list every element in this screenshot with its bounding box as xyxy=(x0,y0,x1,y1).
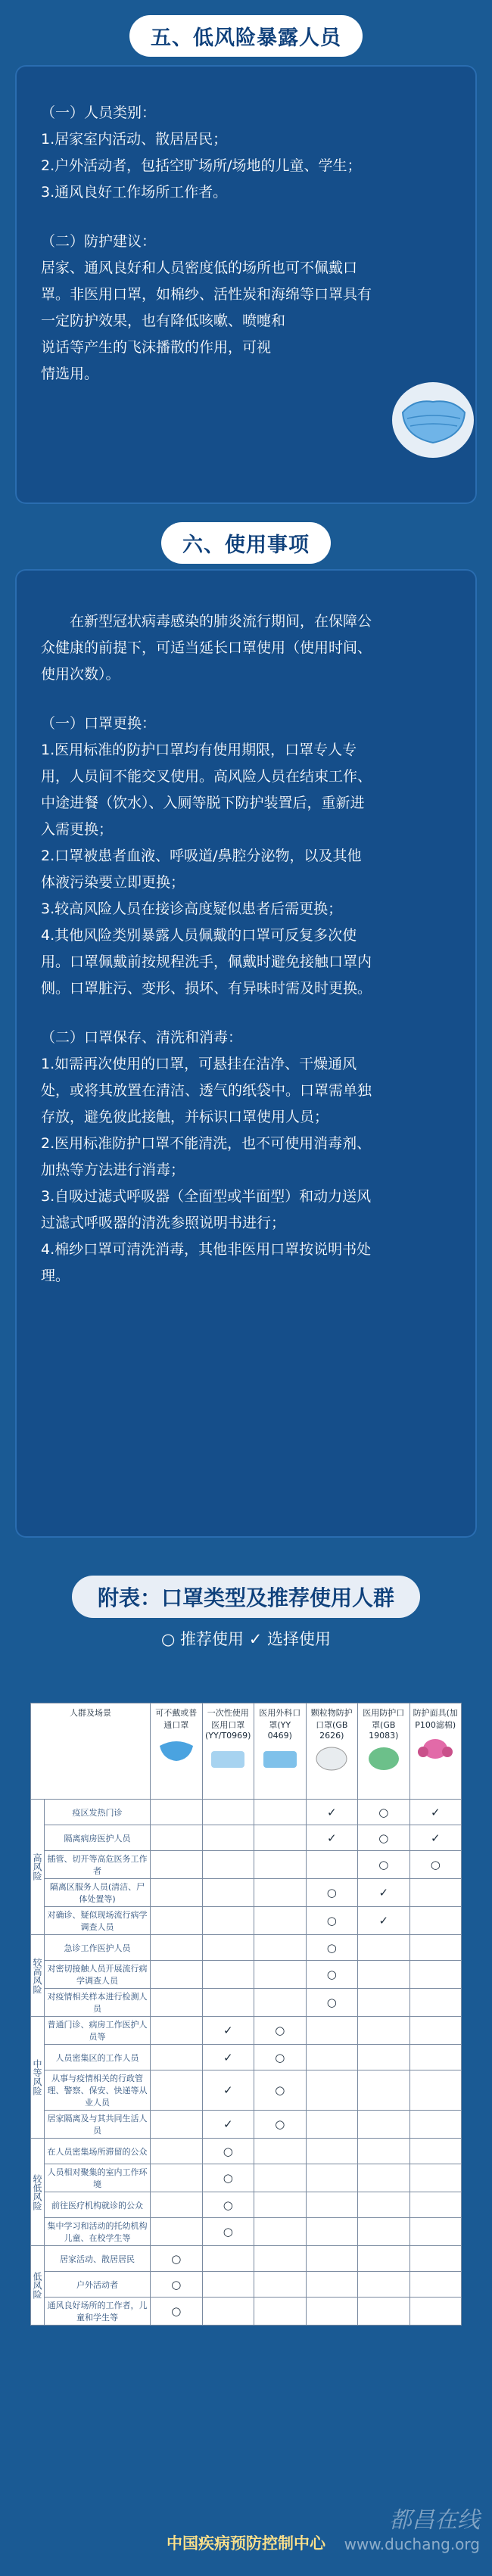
recommendation-mark: ○ xyxy=(306,1989,358,2017)
header-label: 颗粒物防护口罩(GB 2626) xyxy=(310,1708,353,1741)
recommendation-mark: ○ xyxy=(306,1907,358,1935)
table-row xyxy=(31,2272,462,2298)
scenario-label: 人员相对聚集的室内工作环境 xyxy=(45,2164,151,2192)
recommendation-mark xyxy=(202,2272,254,2298)
scenario-label: 普通门诊、病房工作医护人员等 xyxy=(45,2017,151,2045)
header-label: 防护面具(加P100滤棉) xyxy=(413,1708,458,1730)
header-cell xyxy=(409,1703,462,1800)
recommendation-mark xyxy=(409,2298,462,2326)
recommendation-mark xyxy=(358,1935,410,1961)
recommendation-mark: ✓ xyxy=(409,1800,462,1825)
recommendation-mark xyxy=(409,2111,462,2139)
personnel-item: 3.通风良好工作场所工作者。 xyxy=(41,184,228,201)
recommendation-mark: ✓ xyxy=(358,1907,410,1935)
scenario-label: 隔离病房医护人员 xyxy=(45,1825,151,1851)
recommendation-mark xyxy=(306,2246,358,2272)
recommendation-mark xyxy=(254,1989,307,2017)
recommendation-mark xyxy=(358,2139,410,2164)
risk-group-label: 较低风险 xyxy=(31,2139,45,2246)
advice-line: 情选用。 xyxy=(41,366,99,382)
recommendation-mark xyxy=(202,1989,254,2017)
table-row xyxy=(31,1907,462,1935)
personnel-item: 1.居家室内活动、散居居民； xyxy=(41,131,228,148)
mask-table-wrap xyxy=(30,1703,462,2326)
recommendation-mark: ○ xyxy=(202,2139,254,2164)
table-row xyxy=(31,1879,462,1907)
recommendation-mark xyxy=(409,2045,462,2070)
header-label: 可不戴或普通口罩 xyxy=(155,1708,198,1730)
risk-group-label: 较高风险 xyxy=(31,1935,45,2017)
recommendation-mark xyxy=(306,2139,358,2164)
recommendation-mark xyxy=(151,1907,203,1935)
recommendation-mark xyxy=(306,2045,358,2070)
recommendation-mark xyxy=(358,2192,410,2218)
mask-type-icon xyxy=(363,1745,405,1772)
recommendation-mark: ○ xyxy=(358,1800,410,1825)
advice-line: 罩。非医用口罩，如棉纱、活性炭和海绵等口罩具有 xyxy=(41,286,372,303)
storage-line: 过滤式呼吸器的清洗参照说明书进行； xyxy=(41,1215,286,1231)
table-row xyxy=(31,2164,462,2192)
recommendation-mark xyxy=(254,1851,307,1879)
recommendation-mark: ○ xyxy=(151,2272,203,2298)
replace-line: 侧。口罩脏污、变形、损坏、有异味时需及时更换。 xyxy=(41,980,372,997)
table-row xyxy=(31,1961,462,1989)
recommendation-mark xyxy=(306,2111,358,2139)
recommendation-mark xyxy=(151,1825,203,1851)
recommendation-mark xyxy=(202,1851,254,1879)
watermark: 都昌在线 xyxy=(389,2507,480,2534)
advice-line: 一定防护效果，也有降低咳嗽、喷嚏和 xyxy=(41,313,286,329)
table-row xyxy=(31,2218,462,2246)
scenario-label: 疫区发热门诊 xyxy=(45,1800,151,1825)
recommendation-mark xyxy=(151,1879,203,1907)
recommendation-mark xyxy=(151,2164,203,2192)
recommendation-mark xyxy=(151,2017,203,2045)
recommendation-mark xyxy=(151,2218,203,2246)
recommendation-mark xyxy=(151,2111,203,2139)
recommendation-mark: ○ xyxy=(254,2017,307,2045)
replace-line: 中途进餐（饮水）、入厕等脱下防护装置后，重新进 xyxy=(41,795,365,811)
recommendation-mark xyxy=(254,1907,307,1935)
recommendation-mark xyxy=(358,2298,410,2326)
recommendation-mark xyxy=(409,1961,462,1989)
scenario-label: 居家隔离及与其共同生活人员 xyxy=(45,2111,151,2139)
storage-line: 3.自吸过滤式呼吸器（全面型或半面型）和动力送风 xyxy=(41,1188,372,1205)
replace-line: 用，人员间不能交叉使用。高风险人员在结束工作、 xyxy=(41,768,372,785)
recommendation-mark xyxy=(358,2045,410,2070)
section5-title: 五、低风险暴露人员 xyxy=(129,15,363,57)
advice-line: 居家、通风良好和人员密度低的场所也可不佩戴口 xyxy=(41,260,358,276)
recommendation-mark xyxy=(409,1879,462,1907)
table-row xyxy=(31,2246,462,2272)
recommendation-mark xyxy=(254,2218,307,2246)
recommendation-mark: ○ xyxy=(306,1879,358,1907)
face-mask-image xyxy=(392,382,474,458)
recommendation-mark: ✓ xyxy=(306,1825,358,1851)
section6-title: 六、使用事项 xyxy=(161,522,331,564)
table-header-row xyxy=(31,1703,462,1800)
recommendation-mark xyxy=(358,2218,410,2246)
recommendation-mark xyxy=(409,2164,462,2192)
recommendation-mark: ○ xyxy=(306,1961,358,1989)
recommendation-mark xyxy=(358,2246,410,2272)
header-cell xyxy=(306,1703,358,1800)
appendix-title-wrap xyxy=(0,1576,492,1618)
header-cell: 人群及场景 xyxy=(31,1703,151,1800)
recommendation-mark xyxy=(358,1989,410,2017)
table-row xyxy=(31,1935,462,1961)
scenario-label: 人员密集区的工作人员 xyxy=(45,2045,151,2070)
recommendation-mark xyxy=(409,1989,462,2017)
table-row xyxy=(31,1800,462,1825)
recommendation-mark xyxy=(409,2139,462,2164)
recommendation-mark xyxy=(358,2111,410,2139)
intro-line: 使用次数）。 xyxy=(41,666,120,683)
personnel-item: 2.户外活动者，包括空旷场所/场地的儿童、学生； xyxy=(41,157,362,174)
recommendation-mark xyxy=(409,2192,462,2218)
recommendation-mark xyxy=(151,1935,203,1961)
personnel-heading: （一）人员类别： xyxy=(41,104,157,121)
recommendation-mark xyxy=(254,1800,307,1825)
recommendation-mark xyxy=(202,1825,254,1851)
table-row xyxy=(31,2070,462,2111)
recommendation-mark xyxy=(202,2298,254,2326)
storage-line: 4.棉纱口罩可清洗消毒，其他非医用口罩按说明书处 xyxy=(41,1241,372,1258)
recommendation-mark xyxy=(151,1961,203,1989)
recommendation-mark xyxy=(254,1961,307,1989)
header-cell xyxy=(151,1703,203,1800)
header-label: 一次性使用医用口罩(YY/T0969) xyxy=(205,1708,251,1741)
recommendation-mark xyxy=(151,1989,203,2017)
recommendation-mark xyxy=(151,1800,203,1825)
advice-heading: （二）防护建议： xyxy=(41,233,157,250)
recommendation-mark xyxy=(254,2298,307,2326)
recommendation-mark xyxy=(409,2070,462,2111)
scenario-label: 在人员密集场所滞留的公众 xyxy=(45,2139,151,2164)
recommendation-mark xyxy=(254,2164,307,2192)
scenario-label: 集中学习和活动的托幼机构儿童、在校学生等 xyxy=(45,2218,151,2246)
recommendation-mark xyxy=(202,1800,254,1825)
recommendation-mark: ✓ xyxy=(409,1825,462,1851)
recommendation-mark xyxy=(202,1961,254,1989)
replace-line: 入需更换； xyxy=(41,821,114,838)
recommendation-mark: ○ xyxy=(409,1851,462,1879)
recommendation-mark xyxy=(306,2192,358,2218)
mask-type-icon xyxy=(310,1745,353,1772)
risk-group-label: 中等风险 xyxy=(31,2017,45,2139)
footer-org: 中国疾病预防控制中心 xyxy=(167,2534,325,2553)
recommendation-mark: ○ xyxy=(151,2298,203,2326)
scenario-label: 急诊工作医护人员 xyxy=(45,1935,151,1961)
scenario-label: 通风良好场所的工作者，儿童和学生等 xyxy=(45,2298,151,2326)
recommendation-mark xyxy=(358,1961,410,1989)
recommendation-mark xyxy=(254,2192,307,2218)
table-row xyxy=(31,2192,462,2218)
header-cell xyxy=(202,1703,254,1800)
recommendation-mark xyxy=(306,2218,358,2246)
scenario-label: 对密切接触人员开展流行病学调查人员 xyxy=(45,1961,151,1989)
recommendation-mark xyxy=(151,2070,203,2111)
scenario-label: 户外活动者 xyxy=(45,2272,151,2298)
replace-line: 3.较高风险人员在接诊高度疑似患者后需更换； xyxy=(41,901,343,917)
recommendation-mark: ○ xyxy=(202,2192,254,2218)
table-row xyxy=(31,1989,462,2017)
recommendation-mark: ○ xyxy=(254,2070,307,2111)
replace-line: 用。口罩佩戴前按规程洗手，佩戴时避免接触口罩内 xyxy=(41,954,372,970)
header-label: 医用外科口罩(YY 0469) xyxy=(259,1708,301,1741)
recommendation-mark xyxy=(151,1851,203,1879)
replace-line: 1.医用标准的防护口罩均有使用期限，口罩专人专 xyxy=(41,742,357,758)
scenario-label: 从事与疫情相关的行政管理、警察、保安、快递等从业人员 xyxy=(45,2070,151,2111)
table-row xyxy=(31,1851,462,1879)
section6-card xyxy=(15,569,477,1538)
scenario-label: 前往医疗机构就诊的公众 xyxy=(45,2192,151,2218)
recommendation-mark: ✓ xyxy=(202,2070,254,2111)
recommendation-mark: ○ xyxy=(254,2045,307,2070)
table-row xyxy=(31,2017,462,2045)
table-row xyxy=(31,2139,462,2164)
replace-line: 2.口罩被患者血液、呼吸道/鼻腔分泌物，以及其他 xyxy=(41,848,362,864)
recommendation-mark xyxy=(306,1851,358,1879)
section5-title-wrap xyxy=(0,15,492,57)
table-row xyxy=(31,2045,462,2070)
mask-type-icon xyxy=(259,1745,301,1772)
mask-type-icon xyxy=(155,1735,198,1762)
mask-table xyxy=(30,1703,462,2326)
recommendation-mark: ○ xyxy=(202,2164,254,2192)
replace-heading: （一）口罩更换： xyxy=(41,715,157,732)
recommendation-mark xyxy=(306,2298,358,2326)
scenario-label: 隔离区服务人员(清洁、尸体处置等) xyxy=(45,1879,151,1907)
recommendation-mark xyxy=(358,2017,410,2045)
recommendation-mark: ○ xyxy=(151,2246,203,2272)
recommendation-mark xyxy=(409,2017,462,2045)
mask-type-icon xyxy=(207,1745,249,1772)
storage-line: 加热等方法进行消毒； xyxy=(41,1162,185,1178)
recommendation-mark xyxy=(254,1879,307,1907)
intro-line: 在新型冠状病毒感染的肺炎流行期间，在保障公 xyxy=(70,613,372,630)
section6-title-wrap xyxy=(0,522,492,564)
header-cell xyxy=(254,1703,307,1800)
replace-line: 4.其他风险类别暴露人员佩戴的口罩可反复多次使 xyxy=(41,927,357,944)
recommendation-mark xyxy=(306,2164,358,2192)
recommendation-mark xyxy=(306,2272,358,2298)
recommendation-mark: ○ xyxy=(358,1851,410,1879)
recommendation-mark xyxy=(202,1935,254,1961)
table-row xyxy=(31,2111,462,2139)
recommendation-mark xyxy=(409,1935,462,1961)
recommendation-mark xyxy=(254,2272,307,2298)
recommendation-mark: ○ xyxy=(306,1935,358,1961)
recommendation-mark xyxy=(202,1879,254,1907)
recommendation-mark: ✓ xyxy=(202,2045,254,2070)
recommendation-mark xyxy=(409,2218,462,2246)
mask-type-icon xyxy=(414,1735,456,1762)
advice-line: 说话等产生的飞沫播散的作用，可视 xyxy=(41,339,272,356)
recommendation-mark xyxy=(409,2246,462,2272)
scenario-label: 对疫情相关样本进行检测人员 xyxy=(45,1989,151,2017)
storage-heading: （二）口罩保存、清洗和消毒： xyxy=(41,1029,243,1046)
recommendation-mark: ○ xyxy=(358,1825,410,1851)
recommendation-mark xyxy=(358,2164,410,2192)
header-cell xyxy=(358,1703,410,1800)
risk-group-label: 高风险 xyxy=(31,1800,45,1935)
recommendation-mark: ✓ xyxy=(358,1879,410,1907)
recommendation-mark: ✓ xyxy=(202,2017,254,2045)
scenario-label: 对确诊、疑似现场流行病学调查人员 xyxy=(45,1907,151,1935)
recommendation-mark xyxy=(202,1907,254,1935)
recommendation-mark xyxy=(254,2246,307,2272)
watermark-url: www.duchang.org xyxy=(344,2535,480,2553)
storage-line: 2.医用标准防护口罩不能清洗，也不可使用消毒剂、 xyxy=(41,1135,372,1152)
risk-group-label: 低风险 xyxy=(31,2246,45,2326)
storage-line: 1.如需再次使用的口罩，可悬挂在洁净、干燥通风 xyxy=(41,1056,357,1072)
recommendation-mark: ✓ xyxy=(202,2111,254,2139)
appendix-legend: ○ 推荐使用 ✓ 选择使用 xyxy=(161,1630,331,1648)
recommendation-mark xyxy=(254,1825,307,1851)
intro-line: 众健康的前提下，可适当延长口罩使用（使用时间、 xyxy=(41,639,372,656)
recommendation-mark xyxy=(151,2192,203,2218)
storage-line: 存放，避免彼此接触，并标识口罩使用人员； xyxy=(41,1109,329,1125)
recommendation-mark xyxy=(306,2070,358,2111)
replace-line: 体液污染要立即更换； xyxy=(41,874,185,891)
recommendation-mark xyxy=(254,1935,307,1961)
recommendation-mark xyxy=(358,2272,410,2298)
recommendation-mark xyxy=(202,2246,254,2272)
recommendation-mark xyxy=(358,2070,410,2111)
header-label: 医用防护口罩(GB 19083) xyxy=(363,1708,405,1741)
recommendation-mark: ✓ xyxy=(306,1800,358,1825)
table-row xyxy=(31,2298,462,2326)
scenario-label: 插管、切开等高危医务工作者 xyxy=(45,1851,151,1879)
scenario-label: 居家活动、散居居民 xyxy=(45,2246,151,2272)
storage-line: 理。 xyxy=(41,1268,70,1284)
recommendation-mark xyxy=(151,2045,203,2070)
table-row xyxy=(31,1825,462,1851)
recommendation-mark: ○ xyxy=(254,2111,307,2139)
recommendation-mark: ○ xyxy=(202,2218,254,2246)
recommendation-mark xyxy=(254,2139,307,2164)
recommendation-mark xyxy=(306,2017,358,2045)
storage-line: 处，或将其放置在清洁、透气的纸袋中。口罩需单独 xyxy=(41,1082,372,1099)
appendix-title: 附表：口罩类型及推荐使用人群 xyxy=(72,1576,420,1618)
recommendation-mark xyxy=(409,1907,462,1935)
recommendation-mark xyxy=(409,2272,462,2298)
recommendation-mark xyxy=(151,2139,203,2164)
